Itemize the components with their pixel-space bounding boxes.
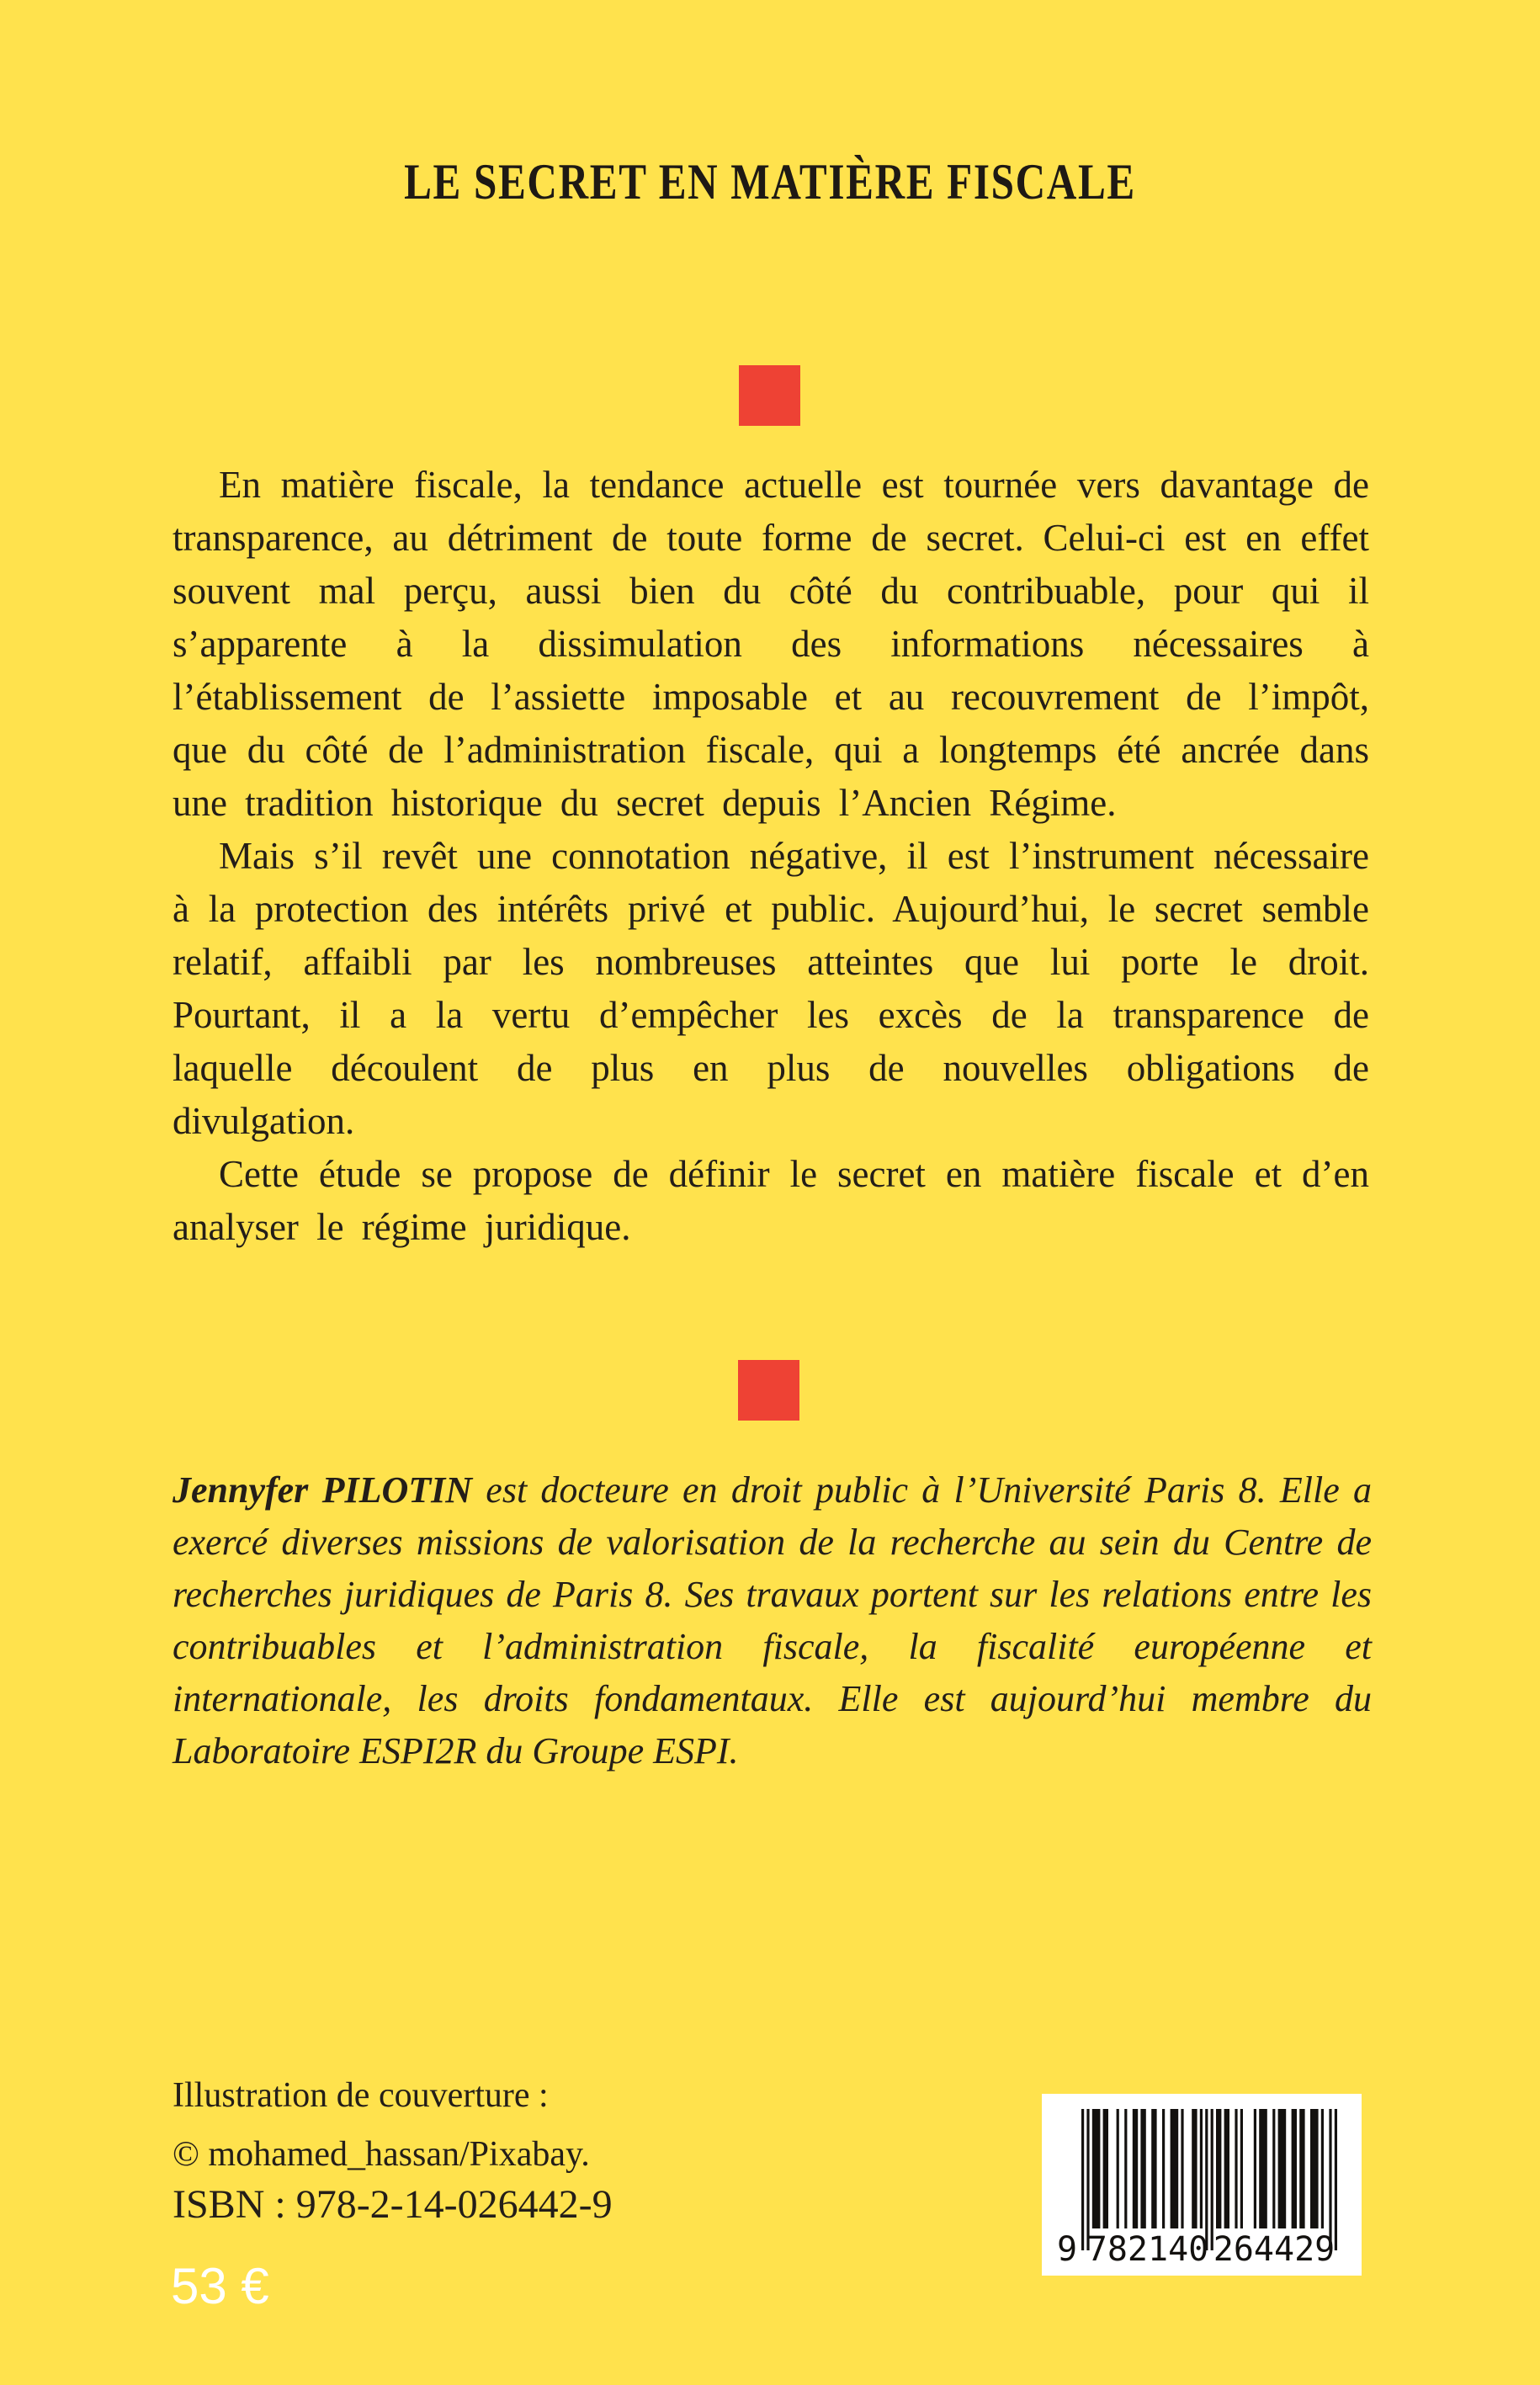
accent-square-bottom: [738, 1360, 799, 1421]
author-bio-block: [173, 1464, 1372, 1777]
barcode-digits-right: 264429: [1213, 2230, 1336, 2269]
barcode-bars: [1081, 2109, 1337, 2250]
accent-square-top: [739, 365, 800, 426]
cover-credit-line: © mohamed_hassan/Pixabay.: [173, 2135, 590, 2174]
price-text: 53 €: [171, 2258, 269, 2314]
synopsis-block: [173, 459, 1369, 1254]
barcode-panel: [1042, 2094, 1362, 2276]
barcode-digits-left: 782140: [1086, 2230, 1209, 2269]
author-bio-text: est docteure en droit public à l’Université Paris 8. Elle a exercé diverses missions de valorisation de la recherche au sein du Centre de recherches juridiques de Paris 8. Ses travaux portent sur les relations entre les contribuables et l’administration fiscale, la fiscalité européenne et internationale, les droits fondamentaux. Elle est aujourd’hui membre du Laboratoire ESPI2R du Groupe ESPI.: [173, 1469, 1372, 1771]
synopsis-paragraph: Mais s’il revêt une connotation négative, il est l’instrument nécessaire à la protection des intérêts privé et public. Aujourd’hui, le secret semble relatif, affaibli par les nombreuses atteintes que lui porte le droit. Pourtant, il a la vertu d’empêcher les excès de la transparence de laquelle découlent de plus en plus de nouvelles obligations de divulgation.: [173, 835, 1369, 1142]
author-bio-paragraph: [173, 1464, 1372, 1777]
author-name: Jennyfer PILOTIN: [173, 1469, 473, 1511]
synopsis-paragraph: Cette étude se propose de définir le secret en matière fiscale et d’en analyser le régime juridique.: [173, 1153, 1369, 1248]
isbn-text: ISBN : 978-2-14-026442-9: [173, 2182, 613, 2227]
synopsis-paragraph: En matière fiscale, la tendance actuelle est tournée vers davantage de transparence, au détriment de toute forme de secret. Celui-ci est en effet souvent mal perçu, aussi bien du côté du contribuable, pour qui il s’apparente à la dissimulation des informations nécessaires à l’établissement de l’assiette imposable et au recouvrement de l’impôt, que du côté de l’administration fiscale, qui a longtemps été ancrée dans une tradition historique du secret depuis l’Ancien Régime.: [173, 464, 1369, 824]
barcode-digit-first: 9: [1057, 2230, 1078, 2269]
ean13-barcode: [1042, 2094, 1362, 2276]
cover-credits: [173, 2066, 590, 2184]
book-title: LE SECRET EN MATIÈRE FISCALE: [404, 154, 1136, 210]
cover-credit-line: Illustration de couverture :: [173, 2076, 549, 2115]
